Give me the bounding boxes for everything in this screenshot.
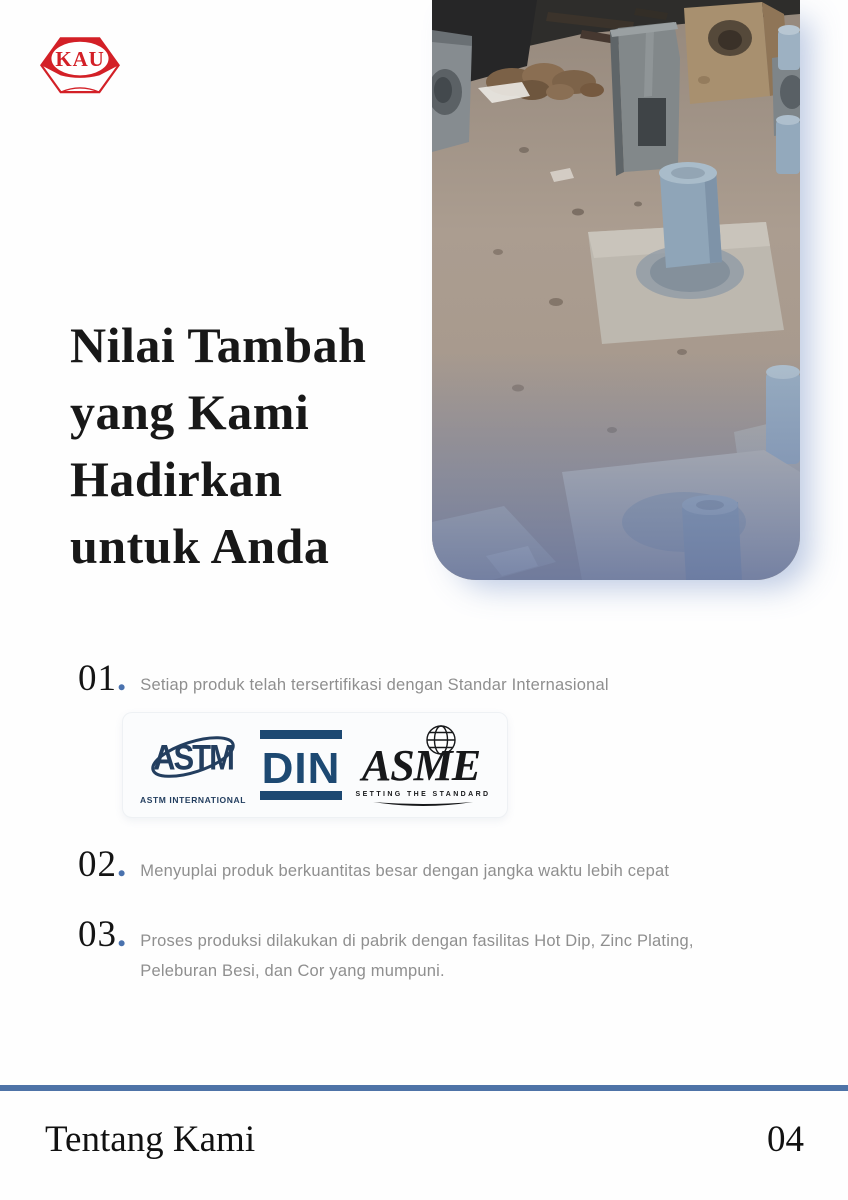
page-title-line: yang Kami: [70, 384, 310, 440]
value-item-03: [78, 916, 725, 986]
asme-mark-text: ASME: [361, 741, 481, 790]
astm-mark-text: ASTM: [153, 738, 233, 779]
asme-caption: SETTING THE STANDARD: [355, 791, 491, 798]
astm-logo-icon: [139, 719, 247, 811]
item-text: Proses produksi dilakukan di pabrik dengan fasilitas Hot Dip, Zinc Plating, Peleburan Besi, dan Cor yang mumpuni.: [140, 932, 694, 980]
page-title-line: Nilai Tambah: [70, 317, 367, 373]
foundry-photo: [432, 0, 800, 580]
item-number-dot: .: [117, 844, 127, 885]
page-title-line: Hadirkan: [70, 451, 283, 507]
certification-logos-card: [122, 712, 508, 818]
logo-text: KAU: [55, 47, 105, 72]
astm-caption: ASTM INTERNATIONAL: [139, 795, 247, 805]
page-title: [70, 312, 450, 580]
item-text: Setiap produk telah tersertifikasi dengan Standar Internasional: [140, 676, 609, 694]
footer-section-title: Tentang Kami: [45, 1119, 256, 1160]
value-item-01: [78, 660, 609, 700]
din-logo-icon: [256, 725, 346, 805]
din-mark-text: DIN: [261, 744, 341, 793]
item-number: 01: [78, 658, 117, 699]
item-text: Menyuplai produk berkuantitas besar dengan jangka waktu lebih cepat: [140, 862, 670, 880]
item-number: 03: [78, 914, 117, 955]
foundry-photo-illustration: [432, 0, 800, 580]
item-number: 02: [78, 844, 117, 885]
value-item-02: [78, 846, 669, 886]
footer-divider: [0, 1085, 848, 1091]
asme-logo-icon: [355, 722, 491, 808]
footer-page-number: 04: [767, 1119, 804, 1160]
hex-nut-logo-icon: [38, 30, 122, 101]
item-number-dot: .: [117, 914, 127, 955]
item-number-dot: .: [117, 658, 127, 699]
company-logo: [38, 30, 122, 104]
page-title-line: untuk Anda: [70, 518, 330, 574]
